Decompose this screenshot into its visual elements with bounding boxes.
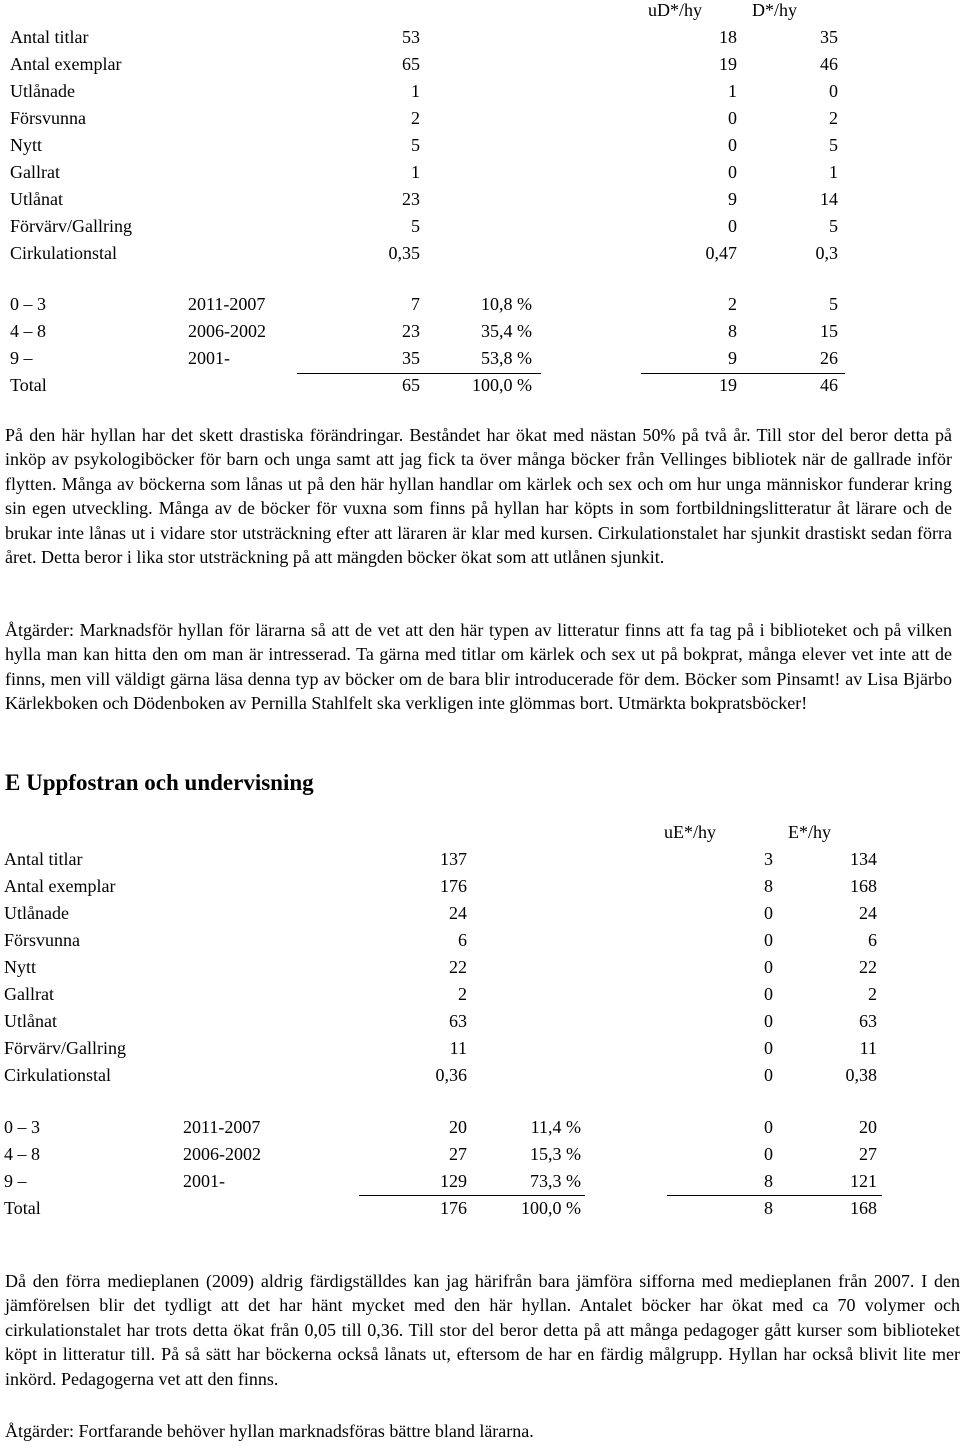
total-value: 5 (411, 135, 420, 155)
ud-value: 0 (728, 216, 737, 236)
total-value: 63 (449, 1011, 467, 1031)
ue-value: 0 (764, 1144, 773, 1164)
paragraph: Åtgärder: Fortfarande behöver hyllan marknadsföras bättre bland lärarna. (5, 1421, 534, 1441)
table-row (0, 981, 960, 1007)
sum-rule (297, 373, 541, 374)
sum-rule (359, 1195, 585, 1196)
col-header-ue: uE*/hy (664, 822, 716, 842)
ud-value: 0 (728, 162, 737, 182)
age-range: Total (10, 375, 47, 395)
age-range: 0 – 3 (10, 294, 46, 314)
total-value: 2 (458, 984, 467, 1004)
age-count: 23 (402, 321, 420, 341)
age-percent: 73,3 % (530, 1171, 581, 1191)
ue-value: 8 (764, 1198, 773, 1218)
row-label: Antal exemplar (4, 876, 116, 896)
table-row (0, 1141, 960, 1167)
table-row (0, 132, 960, 158)
age-range: 9 – (4, 1171, 27, 1191)
total-value: 23 (402, 189, 420, 209)
total-value: 1 (411, 162, 420, 182)
total-value: 137 (440, 849, 467, 869)
paragraph: Då den förra medieplanen (2009) aldrig färdigställdes kan jag härifrån bara jämföra sifforna med medieplanen från 2007. I den jämförelsen blir det tydligt att det har hänt mycket med den här hyllan. Antalet böcker har ökat med ca 70 volymer och cirkulationstalet har trots detta ökat från 0,05 till 0,36. Till stor del beror detta på att många pedagoger gått kurser som biblioteket köpt in litteratur till. På så sätt har böckerna också lånats ut, eftersom de har en färdig målgrupp. Hyllan har också blivit lite mer inkörd. Pedagogerna vet att den finns. (5, 1271, 960, 1389)
d-value: 26 (820, 348, 838, 368)
d-value: 46 (820, 54, 838, 74)
e-value: 168 (850, 1198, 877, 1218)
ud-value: 0 (728, 108, 737, 128)
col-header-ud: uD*/hy (648, 0, 702, 20)
e-value: 168 (850, 876, 877, 896)
total-value: 2 (411, 108, 420, 128)
col-header-d: D*/hy (752, 0, 797, 20)
row-label: Cirkulationstal (4, 1065, 111, 1085)
d-value: 5 (829, 216, 838, 236)
d-value: 15 (820, 321, 838, 341)
table-row (0, 186, 960, 212)
age-count: 65 (402, 375, 420, 395)
table-row (0, 1195, 960, 1221)
row-label: Förvärv/Gallring (10, 216, 132, 236)
table-row (0, 159, 960, 185)
age-percent: 11,4 % (530, 1117, 581, 1137)
ue-value: 8 (764, 1171, 773, 1191)
table-row (0, 24, 960, 50)
age-count: 20 (449, 1117, 467, 1137)
ud-value: 2 (728, 294, 737, 314)
age-percent: 100,0 % (472, 375, 532, 395)
table-row (0, 900, 960, 926)
age-count: 7 (411, 294, 420, 314)
table-row (0, 345, 960, 371)
ue-value: 3 (764, 849, 773, 869)
row-label: Nytt (10, 135, 43, 155)
age-count: 129 (440, 1171, 467, 1191)
paragraph: På den här hyllan har det skett drastiska förändringar. Beståndet har ökat med nästan 50% på två år. Till stor del beror detta på inköp av psykologiböcker för barn och unga samt att jag fick ta över många böcker från Vellinges bibliotek när de gallrade inför flytten. Många av böckerna som lånas ut på den här hyllan handlar om kärlek och sex och om hur unga människor funderar kring sin egen utveckling. Många av de böcker för vuxna som finns på hyllan har köpts in som fortbildningslitteratur åt lärare och de brukar inte lånas ut i vidare stor utsträckning efter att läraren är klar med kursen. Cirkulationstalet har sjunkit drastiskt sedan förra året. Detta beror i lika stor utsträckning på att mängden böcker ökat som att utlånen sjunkit. (5, 425, 952, 568)
age-range: 9 – (10, 348, 33, 368)
table-row (0, 846, 960, 872)
age-count: 27 (449, 1144, 467, 1164)
d-value: 14 (820, 189, 838, 209)
ud-value: 19 (719, 375, 737, 395)
ue-value: 8 (764, 876, 773, 896)
row-label: Nytt (4, 957, 37, 977)
ud-value: 9 (728, 189, 737, 209)
e-value: 24 (859, 903, 877, 923)
ue-value: 0 (764, 1011, 773, 1031)
table-row (0, 240, 960, 266)
d-value: 46 (820, 375, 838, 395)
total-value: 24 (449, 903, 467, 923)
d-value: 0 (829, 81, 838, 101)
table-row (0, 1168, 960, 1194)
total-value: 1 (411, 81, 420, 101)
age-count: 176 (440, 1198, 467, 1218)
total-value: 0,36 (435, 1065, 467, 1085)
d-value: 0,3 (815, 243, 838, 263)
ue-value: 0 (764, 903, 773, 923)
table-row (0, 1114, 960, 1140)
age-percent: 35,4 % (481, 321, 532, 341)
age-percent: 10,8 % (481, 294, 532, 314)
e-value: 6 (868, 930, 877, 950)
paragraph: Åtgärder: Marknadsför hyllan för lärarna så att de vet att den här typen av litteratur finns att fa tag på i biblioteket och på vilken hylla man kan hitta den om man är intresserad. Ta gärna med titlar om kärlek och sex ut på bokprat, många elever vet inte att de finns, men vill väldigt gärna läsa denna typ av böcker om de bara blir introducerade för dem. Böcker som Pinsamt! av Lisa Bjärbo Kärlekboken och Dödenboken av Pernilla Stahlfelt ska verkligen inte glömmas bort. Utmärkta bokpratsböcker! (5, 620, 952, 714)
table-row (0, 954, 960, 980)
table-row (0, 1008, 960, 1034)
row-label: Försvunna (4, 930, 80, 950)
sum-rule (667, 1195, 882, 1196)
ud-value: 1 (728, 81, 737, 101)
age-years: 2001- (188, 348, 230, 368)
ud-value: 8 (728, 321, 737, 341)
age-years: 2006-2002 (188, 321, 266, 341)
ud-value: 18 (719, 27, 737, 47)
row-label: Cirkulationstal (10, 243, 117, 263)
e-value: 2 (868, 984, 877, 1004)
d-value: 5 (829, 135, 838, 155)
total-value: 53 (402, 27, 420, 47)
table-row (0, 105, 960, 131)
total-value: 22 (449, 957, 467, 977)
age-range: 4 – 8 (4, 1144, 40, 1164)
table-row (0, 372, 960, 398)
table-row (0, 213, 960, 239)
sum-rule (641, 373, 845, 374)
e-value: 11 (859, 1038, 877, 1058)
ud-value: 9 (728, 348, 737, 368)
d-value: 35 (820, 27, 838, 47)
age-range: Total (4, 1198, 41, 1218)
row-label: Utlånade (10, 81, 75, 101)
section-heading: E Uppfostran och undervisning (5, 770, 314, 795)
row-label: Antal exemplar (10, 54, 122, 74)
row-label: Gallrat (4, 984, 54, 1004)
col-header-e: E*/hy (788, 822, 831, 842)
ue-value: 0 (764, 1117, 773, 1137)
table-row (0, 318, 960, 344)
age-count: 35 (402, 348, 420, 368)
total-value: 6 (458, 930, 467, 950)
table-row (0, 78, 960, 104)
ud-value: 0 (728, 135, 737, 155)
table-row (0, 51, 960, 77)
e-value: 27 (859, 1144, 877, 1164)
e-value: 22 (859, 957, 877, 977)
age-percent: 53,8 % (481, 348, 532, 368)
total-value: 65 (402, 54, 420, 74)
total-value: 176 (440, 876, 467, 896)
total-value: 5 (411, 216, 420, 236)
e-value: 121 (850, 1171, 877, 1191)
table-row (0, 927, 960, 953)
ud-value: 0,47 (705, 243, 737, 263)
row-label: Utlånade (4, 903, 69, 923)
e-value: 0,38 (845, 1065, 877, 1085)
table-row (0, 291, 960, 317)
age-percent: 15,3 % (530, 1144, 581, 1164)
row-label: Antal titlar (4, 849, 83, 869)
total-value: 11 (449, 1038, 467, 1058)
table-row (0, 1062, 960, 1088)
e-value: 63 (859, 1011, 877, 1031)
ud-value: 19 (719, 54, 737, 74)
d-value: 5 (829, 294, 838, 314)
row-label: Försvunna (10, 108, 86, 128)
d-value: 2 (829, 108, 838, 128)
row-label: Antal titlar (10, 27, 89, 47)
row-label: Gallrat (10, 162, 60, 182)
ue-value: 0 (764, 957, 773, 977)
ue-value: 0 (764, 930, 773, 950)
age-years: 2006-2002 (183, 1144, 261, 1164)
table-row (0, 1035, 960, 1061)
e-value: 20 (859, 1117, 877, 1137)
age-years: 2001- (183, 1171, 225, 1191)
d-value: 1 (829, 162, 838, 182)
row-label: Förvärv/Gallring (4, 1038, 126, 1058)
age-years: 2011-2007 (188, 294, 266, 314)
table-row (0, 873, 960, 899)
row-label: Utlånat (10, 189, 63, 209)
age-range: 0 – 3 (4, 1117, 40, 1137)
ue-value: 0 (764, 1038, 773, 1058)
e-value: 134 (850, 849, 877, 869)
total-value: 0,35 (388, 243, 420, 263)
ue-value: 0 (764, 1065, 773, 1085)
age-range: 4 – 8 (10, 321, 46, 341)
ue-value: 0 (764, 984, 773, 1004)
age-years: 2011-2007 (183, 1117, 261, 1137)
row-label: Utlånat (4, 1011, 57, 1031)
age-percent: 100,0 % (521, 1198, 581, 1218)
